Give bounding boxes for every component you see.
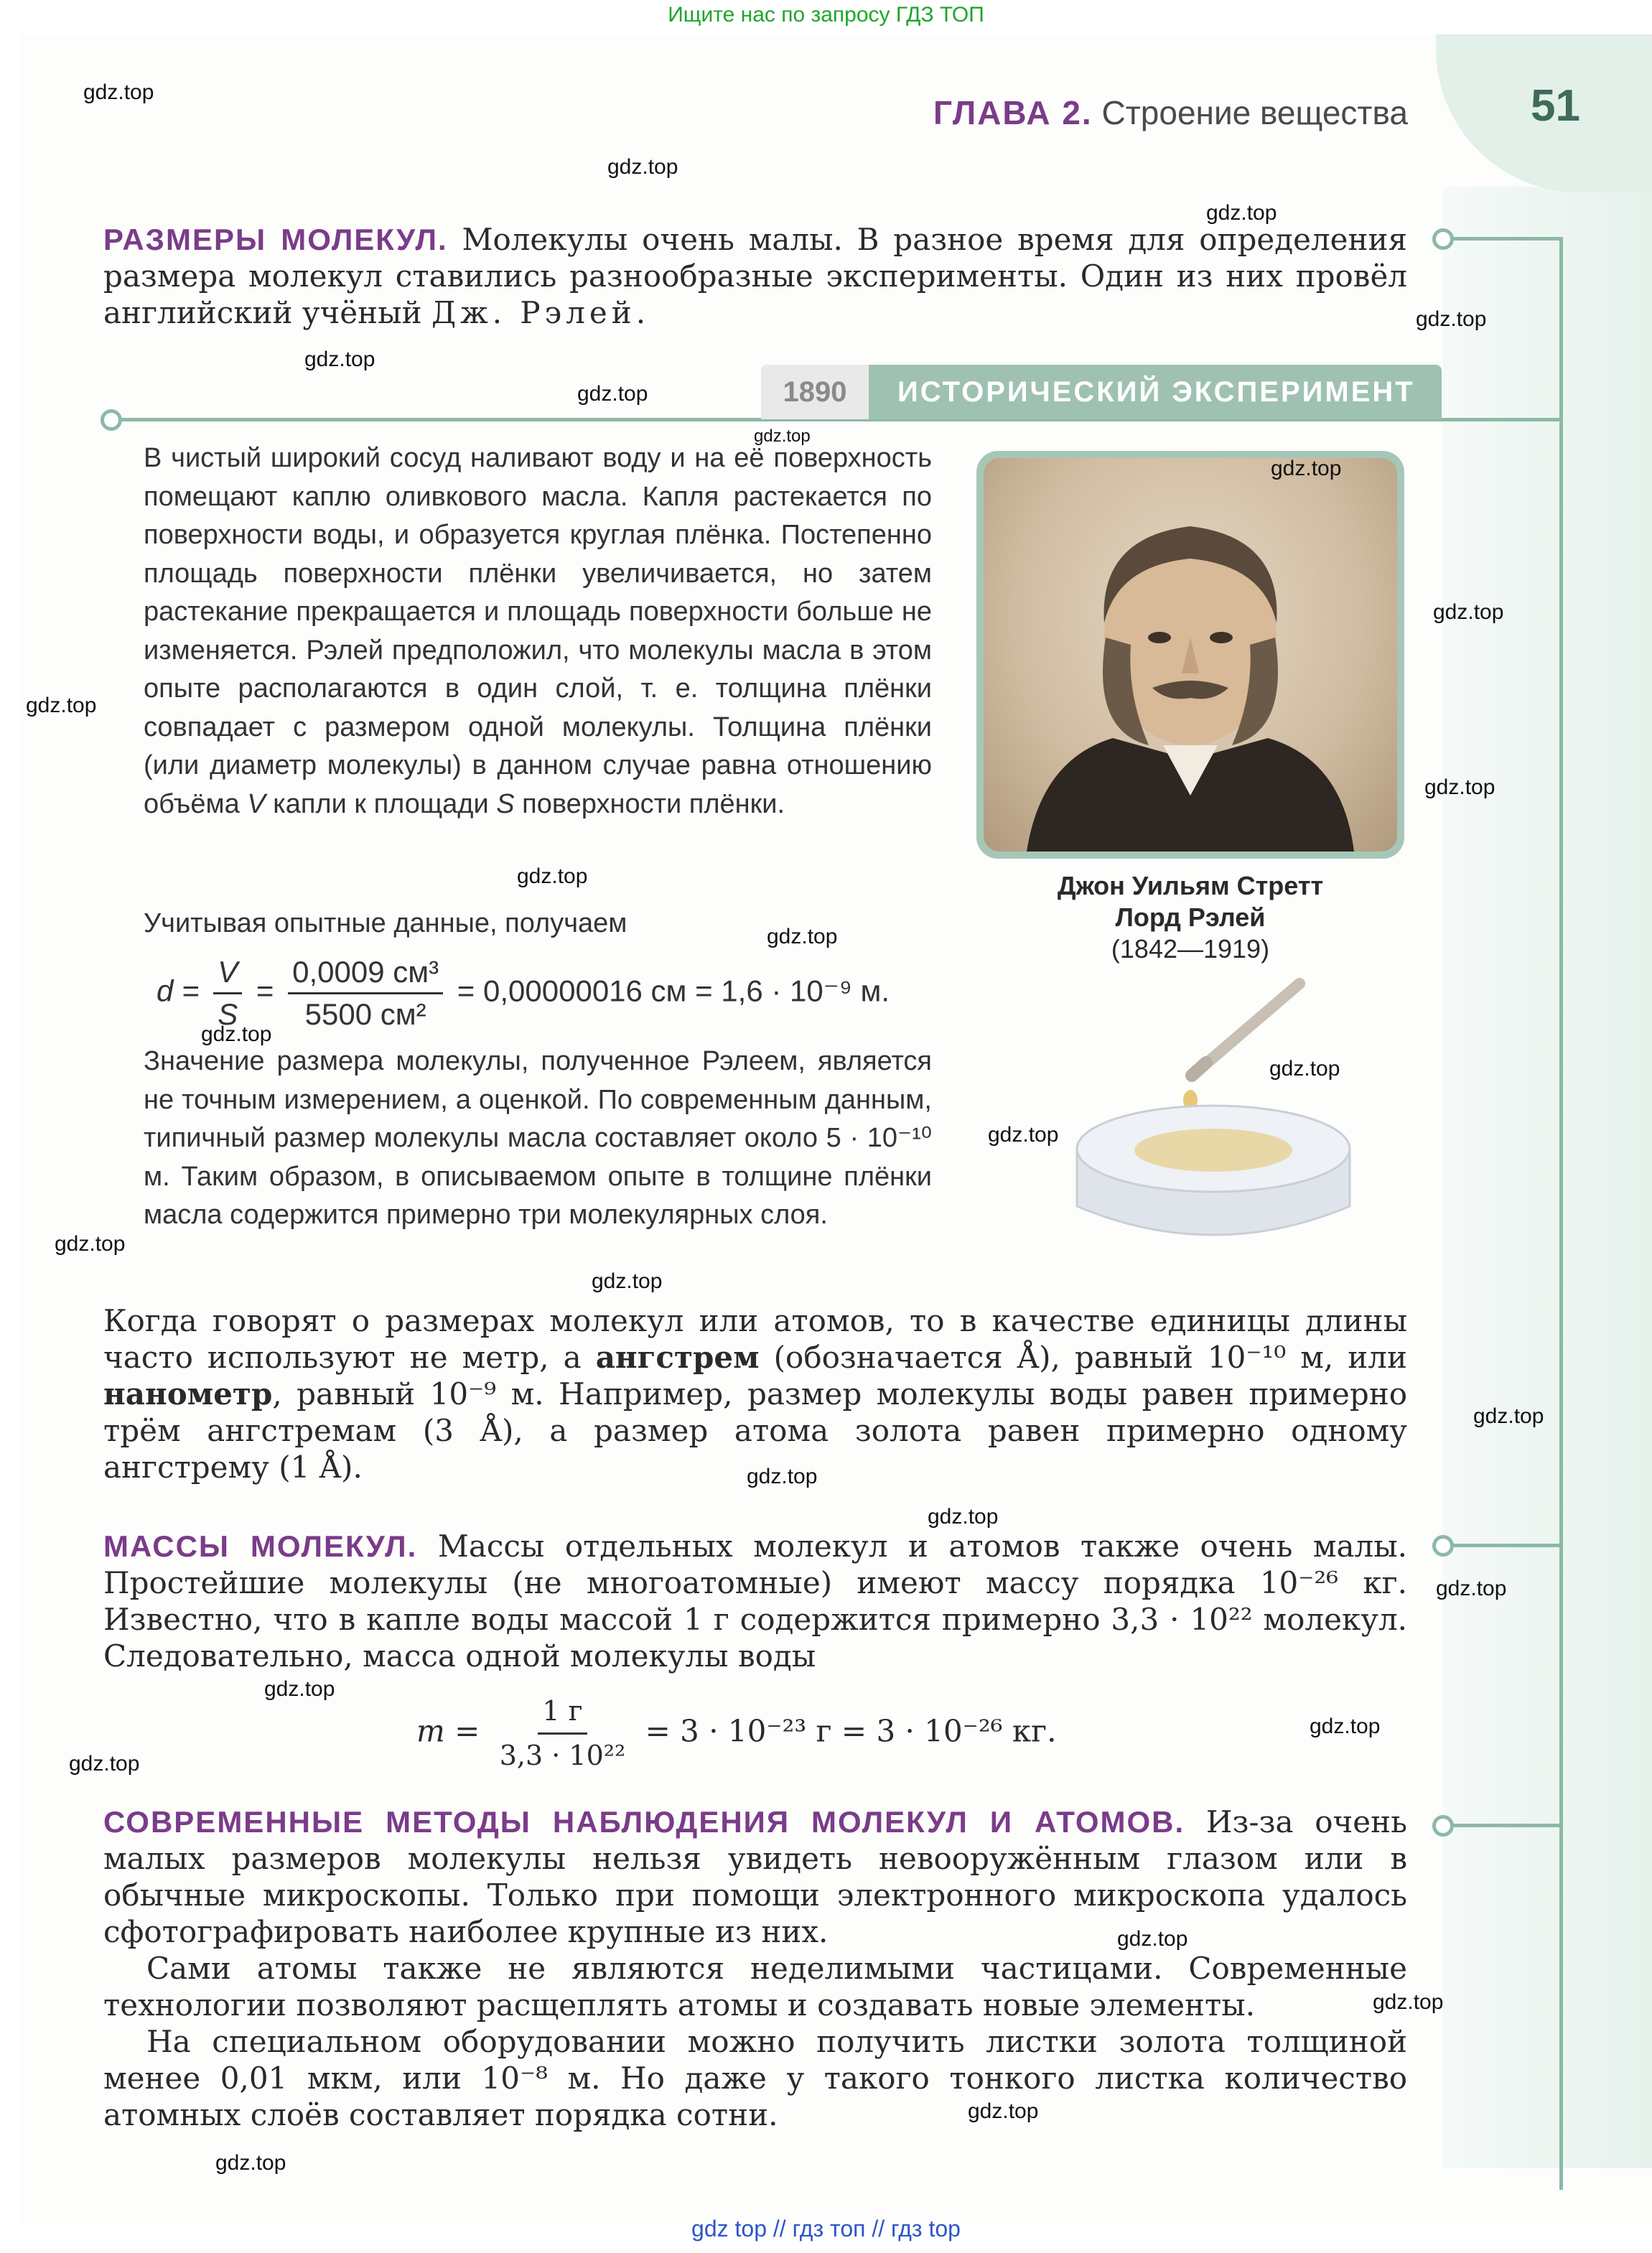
mass-formula-lhs: m = [416,1713,480,1749]
experiment-lead-in: Учитывая опытные данные, получаем [144,908,627,938]
watermark: gdz.top [1117,1927,1188,1951]
watermark: gdz.top [1416,307,1487,331]
fraction-denominator: 3,3 · 10²² [499,1740,626,1771]
thickness-formula [157,955,890,1032]
top-banner-link[interactable]: Ищите нас по запросу ГДЗ ТОП [668,3,984,27]
mass-formula-result: = 3 · 10⁻²³ г = 3 · 10⁻²⁶ кг. [645,1713,1057,1749]
watermark: gdz.top [592,1269,663,1293]
connector-line [1559,237,1563,2190]
watermark: gdz.top [928,1505,999,1529]
section-marker-dot [1432,1535,1454,1557]
volume-symbol: V [247,788,266,819]
experiment-text-end: поверхности плёнки. [522,788,785,819]
oil-film [1134,1129,1292,1172]
area-symbol: S [496,788,515,819]
methods-heading: СОВРЕМЕННЫЕ МЕТОДЫ НАБЛЮДЕНИЯ МОЛЕКУЛ И АТОМОВ. [103,1805,1185,1839]
watermark: gdz.top [1206,201,1277,225]
units-text-2: (обозначается Å), равный 10⁻¹⁰ м, или [773,1340,1407,1375]
caption-name: Джон Уильям Стретт [1057,871,1324,900]
connector-line [1453,1824,1561,1827]
mass-fraction [495,1693,630,1774]
fraction-denominator: 5500 см² [304,997,426,1031]
portrait-caption [976,870,1404,965]
watermark: gdz.top [1433,600,1504,624]
connector-line [1453,237,1561,241]
rayleigh-portrait [976,451,1404,859]
methods-text: Из-за очень малых размеров молекулы нельзя увидеть невооружённым глазом или в обычные микроскопы. Только при помощи электронного микроскопа удалось сфотографировать наиболее крупные из них. [103,1804,1407,1949]
caption-years: (1842—1919) [1111,934,1270,964]
watermark: gdz.top [201,1022,272,1046]
experiment-year: 1890 [761,365,869,419]
sizes-text: Молекулы очень малы. В разное время для определения размера молекул ставились разнообразные эксперименты. Один из них провёл английский учёный [103,222,1407,330]
units-text-3: , равный 10⁻⁹ м. Например, размер молекулы воды равен примерно трём ангстремам (3 Å), а размер атома золота равен примерно одному ангстрему (1 Å). [103,1376,1407,1485]
watermark: gdz.top [1473,1404,1544,1428]
mass-text: Массы отдельных молекул и атомов также очень малы. Простейшие молекулы (не многоатомные) имеют массу порядка 10⁻²⁶ кг. Известно, что в капле воды массой 1 г содержится примерно 3,3 · 10²² молекул. Следовательно, масса одной молекулы воды [103,1529,1407,1674]
watermark: gdz.top [83,80,154,104]
watermark: gdz.top [1271,457,1342,480]
watermark: gdz.top [1269,1057,1340,1081]
watermark: gdz.top [69,1752,140,1776]
portrait-image [984,458,1397,852]
section-marker-dot [1432,1815,1454,1837]
scientist-name: Дж. Рэлей. [431,295,650,330]
experiment-text-1: В чистый широкий сосуд наливают воду и на её поверхность помещают каплю оливкового масла. Капля растекается по поверхности воды, и образуется круглая плёнка. Постепенно площадь поверхности плёнки увеличивается, но затем растекание прекращается и площадь поверхности больше не изменяется. Рэлей предположил, что молекулы масла в этом опыте располагаются в один слой, т. е. толщина плёнки совпадает с размером одной молекулы. Толщина плёнки (или диаметр молекулы) в данном случае равна отношению объёма [144,443,932,819]
watermark: gdz.top [968,2099,1039,2123]
fraction-numerator: 1 г [538,1693,587,1735]
nanometer-term: нанометр [103,1376,273,1412]
estimation-paragraph: Значение размера молекулы, полученное Рэлеем, является не точным измерением, а оценкой. По современным данным, типичный размер молекулы масла составляет около 5 · 10⁻¹⁰ м. Таким образом, в описываемом опыте в толщине плёнки масла содержится примерно три молекулярных слоя. [144,1046,932,1230]
mass-heading: МАССЫ МОЛЕКУЛ. [103,1529,418,1563]
caption-title: Лорд Рэлей [1115,902,1266,932]
chapter-title: Строение вещества [1101,94,1408,131]
methods-paragraph [103,1804,1407,1950]
watermark: gdz.top [517,864,588,888]
watermark: gdz.top [988,1123,1059,1147]
watermark: gdz.top [1424,775,1495,799]
watermark: gdz.top [607,155,678,179]
watermark: gdz.top [754,426,811,446]
watermark: gdz.top [767,925,838,948]
mass-formula [416,1693,1056,1774]
section-marker-dot [1432,228,1454,250]
watermark: gdz.top [1436,1577,1507,1600]
experiment-paragraph [144,439,932,824]
chapter-header [933,93,1408,132]
watermark: gdz.top [747,1465,818,1488]
experiment-text-mid: капли к площади [273,788,489,819]
section-marker-dot [101,409,122,431]
watermark: gdz.top [26,694,97,717]
sizes-paragraph [103,221,1407,331]
formula-result: = 0,00000016 см = 1,6 · 10⁻⁹ м. [457,974,890,1008]
fraction-numerator: V [213,955,242,994]
historical-experiment-tab [761,365,1442,419]
watermark: gdz.top [577,382,648,406]
fraction-values [288,955,443,1032]
formula-lhs: d = [157,974,200,1008]
angstrom-term: ангстрем [595,1340,760,1375]
mass-paragraph [103,1528,1407,1674]
atoms-paragraph: Сами атомы также не являются неделимыми частицами. Современные технологии позволяют расщеплять атомы и создавать новые элементы. [103,1951,1407,2023]
units-text-1: Когда говорят о размерах молекул или атомов, то в качестве единицы длины часто используют не метр, а [103,1303,1407,1375]
fraction-v-over-s [213,955,242,1032]
watermark: gdz.top [215,2151,286,2175]
experiment-tab-title: ИСТОРИЧЕСКИЙ ЭКСПЕРИМЕНТ [897,376,1415,408]
watermark: gdz.top [304,347,375,371]
watermark: gdz.top [264,1677,335,1701]
fraction-denominator: S [218,997,238,1031]
portrait-illustration [984,458,1397,852]
watermark: gdz.top [1310,1715,1381,1738]
chapter-label: ГЛАВА 2. [933,94,1093,131]
fraction-numerator: 0,0009 см³ [288,955,443,994]
page-number: 51 [1531,81,1580,131]
connector-line [1453,1544,1561,1547]
watermark: gdz.top [1373,1990,1444,2014]
units-paragraph [103,1302,1407,1485]
formula-equals: = [256,974,274,1008]
watermark: gdz.top [55,1232,126,1256]
sizes-heading: РАЗМЕРЫ МОЛЕКУЛ. [103,223,448,256]
gold-leaf-paragraph: На специальном оборудовании можно получить листки золота толщиной менее 0,01 мкм, или 10⁻⁸ м. Но даже у такого тонкого листка количество атомных слоёв составляет порядка сотни. [103,2024,1407,2132]
oil-drop-dish-illustration [1063,976,1364,1264]
bottom-banner-link[interactable]: gdz top // гдз топ // гдз top [691,2216,961,2242]
side-decoration [1443,187,1652,2168]
